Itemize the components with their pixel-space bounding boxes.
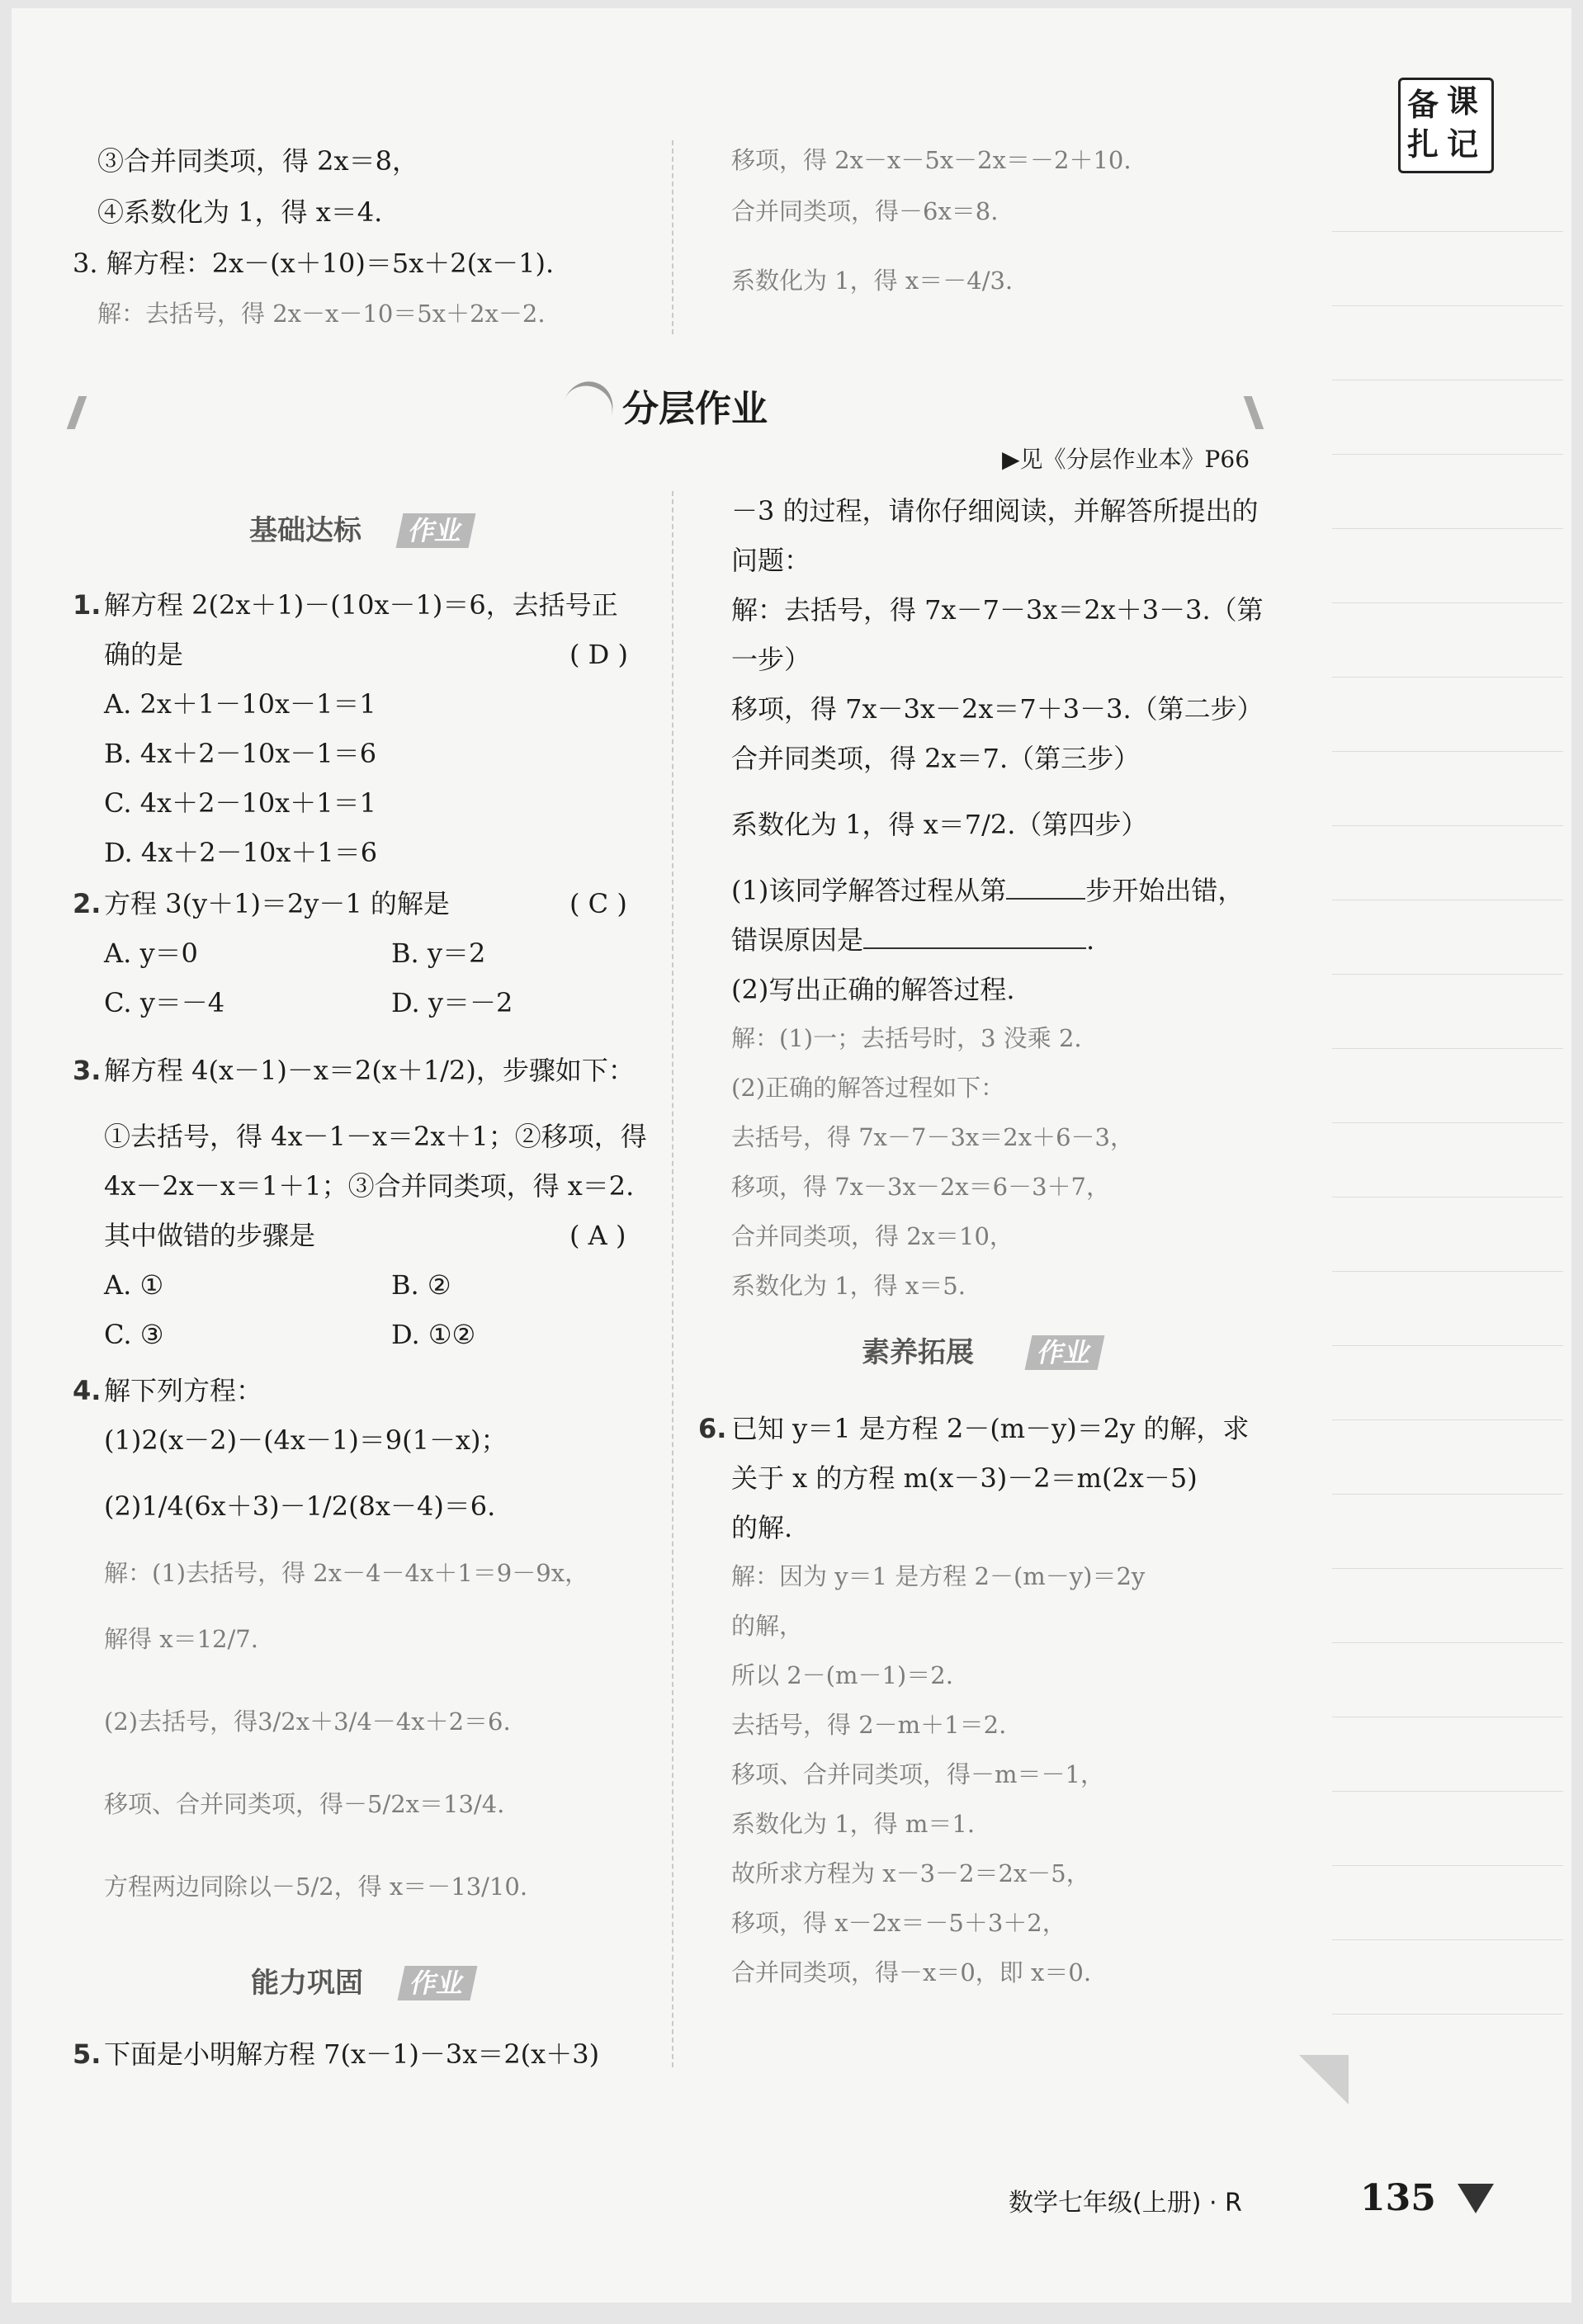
- note-line: [1332, 1345, 1563, 1346]
- question-text: 已知 y＝1 是方程 2－(m－y)＝2y 的解，求: [731, 1413, 1250, 1444]
- question-text: 系数化为 1，得 x＝7/2.（第四步）: [731, 809, 1148, 840]
- section-title: 分层作业: [622, 388, 768, 430]
- question-number: 5.: [73, 2038, 102, 2070]
- answer-line: 移项，得 7x－3x－2x＝6－3＋7，: [731, 1173, 1110, 1201]
- note-line: [1332, 231, 1563, 232]
- note-line: [1332, 1419, 1563, 1420]
- answer-line: 解：因为 y＝1 是方程 2－(m－y)＝2y: [731, 1562, 1146, 1590]
- prompt-text: 错误原因是: [731, 924, 864, 956]
- note-line: [1332, 305, 1563, 306]
- option: D. ①②: [391, 1319, 476, 1350]
- question-text: 的解.: [731, 1512, 793, 1543]
- note-line: [1332, 677, 1563, 678]
- page-curl-decoration: [1299, 2055, 1349, 2104]
- answer-line: 合并同类项，得 2x＝10，: [731, 1222, 1014, 1250]
- note-line: [1332, 1122, 1563, 1123]
- extension-level-ribbon: [862, 1334, 1126, 1372]
- note-line: [1332, 528, 1563, 529]
- question-number: 3.: [73, 1055, 102, 1086]
- page-number: 135: [1360, 2177, 1436, 2219]
- option: A. 2x＋1－10x－1＝1: [104, 688, 376, 720]
- answer-line: 移项，得 x－2x＝－5＋3＋2，: [731, 1909, 1066, 1937]
- answer-line: (2)正确的解答过程如下：: [731, 1074, 1005, 1102]
- question-text: 方程 3(y＋1)＝2y－1 的解是: [104, 888, 450, 919]
- header-slash: [67, 396, 87, 429]
- prompt-text: (1)该同学解答过程从第: [731, 875, 1007, 906]
- ribbon-label: 基础达标: [249, 514, 361, 547]
- question-text: ①去括号，得 4x－1－x＝2x＋1；②移项，得: [104, 1121, 647, 1152]
- answer-line: 所以 2－(m－1)＝2.: [731, 1661, 953, 1689]
- question-text: (2)写出正确的解答过程.: [731, 974, 1015, 1005]
- basic-level-ribbon: [249, 512, 513, 550]
- answer-line: 系数化为 1，得 x＝－4/3.: [731, 267, 1014, 295]
- question-text: 一步）: [731, 644, 811, 675]
- option: D. y＝－2: [391, 987, 513, 1018]
- question-text: 移项，得 7x－3x－2x＝7＋3－3.（第二步）: [731, 693, 1264, 725]
- question-text: 问题：: [731, 545, 811, 576]
- note-line: [1332, 1048, 1563, 1049]
- question-text: [731, 923, 1094, 957]
- stamp-char: 记: [1447, 126, 1479, 163]
- stamp-char: 课: [1447, 83, 1479, 120]
- answer-line: 合并同类项，得－6x＝8.: [731, 197, 999, 225]
- column-divider: [672, 140, 673, 334]
- answer-line: 故所求方程为 x－3－2＝2x－5，: [731, 1859, 1090, 1887]
- answer-bracket: ( C ): [569, 888, 627, 919]
- answer-line: 移项、合并同类项，得－m＝－1，: [731, 1760, 1104, 1788]
- question-text: －3 的过程，请你仔细阅读，并解答所提出的: [731, 495, 1259, 527]
- ribbon-tag: 作业: [396, 513, 476, 548]
- answer-line: 系数化为 1，得 m＝1.: [731, 1810, 976, 1838]
- question-text: 解方程 4(x－1)－x＝2(x＋1/2)，步骤如下：: [104, 1055, 635, 1086]
- note-line: [1332, 1791, 1563, 1792]
- question-number: 1.: [73, 589, 102, 621]
- lesson-notes-stamp: [1398, 78, 1494, 173]
- option: D. 4x＋2－10x＋1＝6: [104, 837, 378, 868]
- question-text: 解：去括号，得 7x－7－3x＝2x＋3－3.（第: [731, 594, 1264, 626]
- arrow-decoration-icon: [1458, 2184, 1494, 2213]
- question-number: 4.: [73, 1375, 102, 1406]
- workbook-reference: ▶见《分层作业本》P66: [1002, 446, 1250, 473]
- textbook-page: [12, 8, 1571, 2303]
- ability-level-ribbon: [251, 1964, 515, 2002]
- question-text: 关于 x 的方程 m(x－3)－2＝m(2x－5): [731, 1462, 1198, 1494]
- stamp-char: 扎: [1407, 126, 1439, 163]
- stamp-char: 备: [1407, 87, 1439, 123]
- answer-line: (2)去括号，得3/2x＋3/4－4x＋2＝6.: [104, 1708, 511, 1736]
- option: C. 4x＋2－10x＋1＝1: [104, 787, 376, 819]
- answer-line: 去括号，得 2－m＋1＝2.: [731, 1711, 1007, 1739]
- header-swirl-icon: [555, 375, 621, 443]
- note-line: [1332, 602, 1563, 603]
- note-line: [1332, 1865, 1563, 1866]
- note-line: [1332, 1642, 1563, 1643]
- answer-line: 解：(1)去括号，得 2x－4－4x＋1＝9－9x，: [104, 1559, 589, 1587]
- option: B. 4x＋2－10x－1＝6: [104, 738, 377, 769]
- note-line: [1332, 825, 1563, 826]
- ribbon-tag: 作业: [1025, 1335, 1105, 1370]
- answer-line: 移项，得 2x－x－5x－2x＝－2＋10.: [731, 146, 1132, 174]
- answer-blank[interactable]: [863, 947, 1086, 949]
- answer-line: 移项、合并同类项，得－5/2x＝13/4.: [104, 1790, 505, 1818]
- question-text: 其中做错的步骤是: [104, 1220, 316, 1251]
- option: A. y＝0: [104, 938, 198, 969]
- note-line: [1332, 1271, 1563, 1272]
- option: B. y＝2: [391, 938, 486, 969]
- sub-question: (2)1/4(6x＋3)－1/2(8x－4)＝6.: [104, 1490, 496, 1522]
- question-text: 解下列方程：: [104, 1375, 263, 1406]
- answer-line: 解得 x＝12/7.: [104, 1625, 258, 1653]
- question-text: 合并同类项，得 2x＝7.（第三步）: [731, 743, 1141, 774]
- note-line: [1332, 751, 1563, 752]
- note-line: [1332, 1494, 1563, 1495]
- answer-line: 方程两边同除以－5/2，得 x＝－13/10.: [104, 1873, 528, 1901]
- prompt-text: 步开始出错，: [1085, 875, 1245, 906]
- column-divider: [672, 491, 673, 2067]
- note-line: [1332, 454, 1563, 455]
- answer-line: 解：去括号，得 2x－x－10＝5x＋2x－2.: [97, 300, 546, 328]
- note-line: [1332, 2014, 1563, 2015]
- sub-question: (1)2(x－2)－(4x－1)＝9(1－x)；: [104, 1424, 508, 1456]
- answer-line: 系数化为 1，得 x＝5.: [731, 1272, 966, 1300]
- option: A. ①: [104, 1269, 164, 1301]
- note-line: [1332, 1568, 1563, 1569]
- answer-line: 合并同类项，得－x＝0，即 x＝0.: [731, 1958, 1092, 1986]
- step-line: ③合并同类项，得 2x＝8，: [97, 145, 418, 177]
- answer-line: 的解，: [731, 1612, 804, 1640]
- answer-bracket: ( D ): [569, 639, 628, 670]
- question-text: 解方程 2(2x＋1)－(10x－1)＝6，去括号正: [104, 589, 618, 621]
- ribbon-label: 素养拓展: [862, 1336, 974, 1369]
- answer-line: 解：(1)一；去括号时，3 没乘 2.: [731, 1024, 1082, 1052]
- answer-line: 去括号，得 7x－7－3x＝2x＋6－3，: [731, 1123, 1134, 1151]
- ribbon-label: 能力巩固: [251, 1967, 363, 2000]
- question-number: 2.: [73, 888, 102, 919]
- option: B. ②: [391, 1269, 451, 1301]
- book-title: 数学七年级(上册) · R: [1009, 2189, 1242, 2218]
- header-slash: [1244, 396, 1264, 429]
- question-line: 3. 解方程：2x－(x＋10)＝5x＋2(x－1).: [73, 248, 555, 279]
- step-line: ④系数化为 1，得 x＝4.: [97, 196, 383, 228]
- note-line: [1332, 974, 1563, 975]
- question-text: [731, 873, 1244, 908]
- note-line: [1332, 1939, 1563, 1940]
- question-text: 确的是: [104, 639, 184, 670]
- question-text: 下面是小明解方程 7(x－1)－3x＝2(x＋3): [104, 2038, 600, 2070]
- answer-blank[interactable]: [1006, 898, 1085, 900]
- prompt-text: .: [1086, 924, 1095, 956]
- answer-bracket: ( A ): [569, 1220, 626, 1251]
- ribbon-tag: 作业: [398, 1966, 478, 2000]
- question-text: 4x－2x－x＝1＋1；③合并同类项，得 x＝2.: [104, 1170, 635, 1202]
- question-number: 6.: [698, 1413, 727, 1444]
- option: C. y＝－4: [104, 987, 225, 1018]
- option: C. ③: [104, 1319, 164, 1350]
